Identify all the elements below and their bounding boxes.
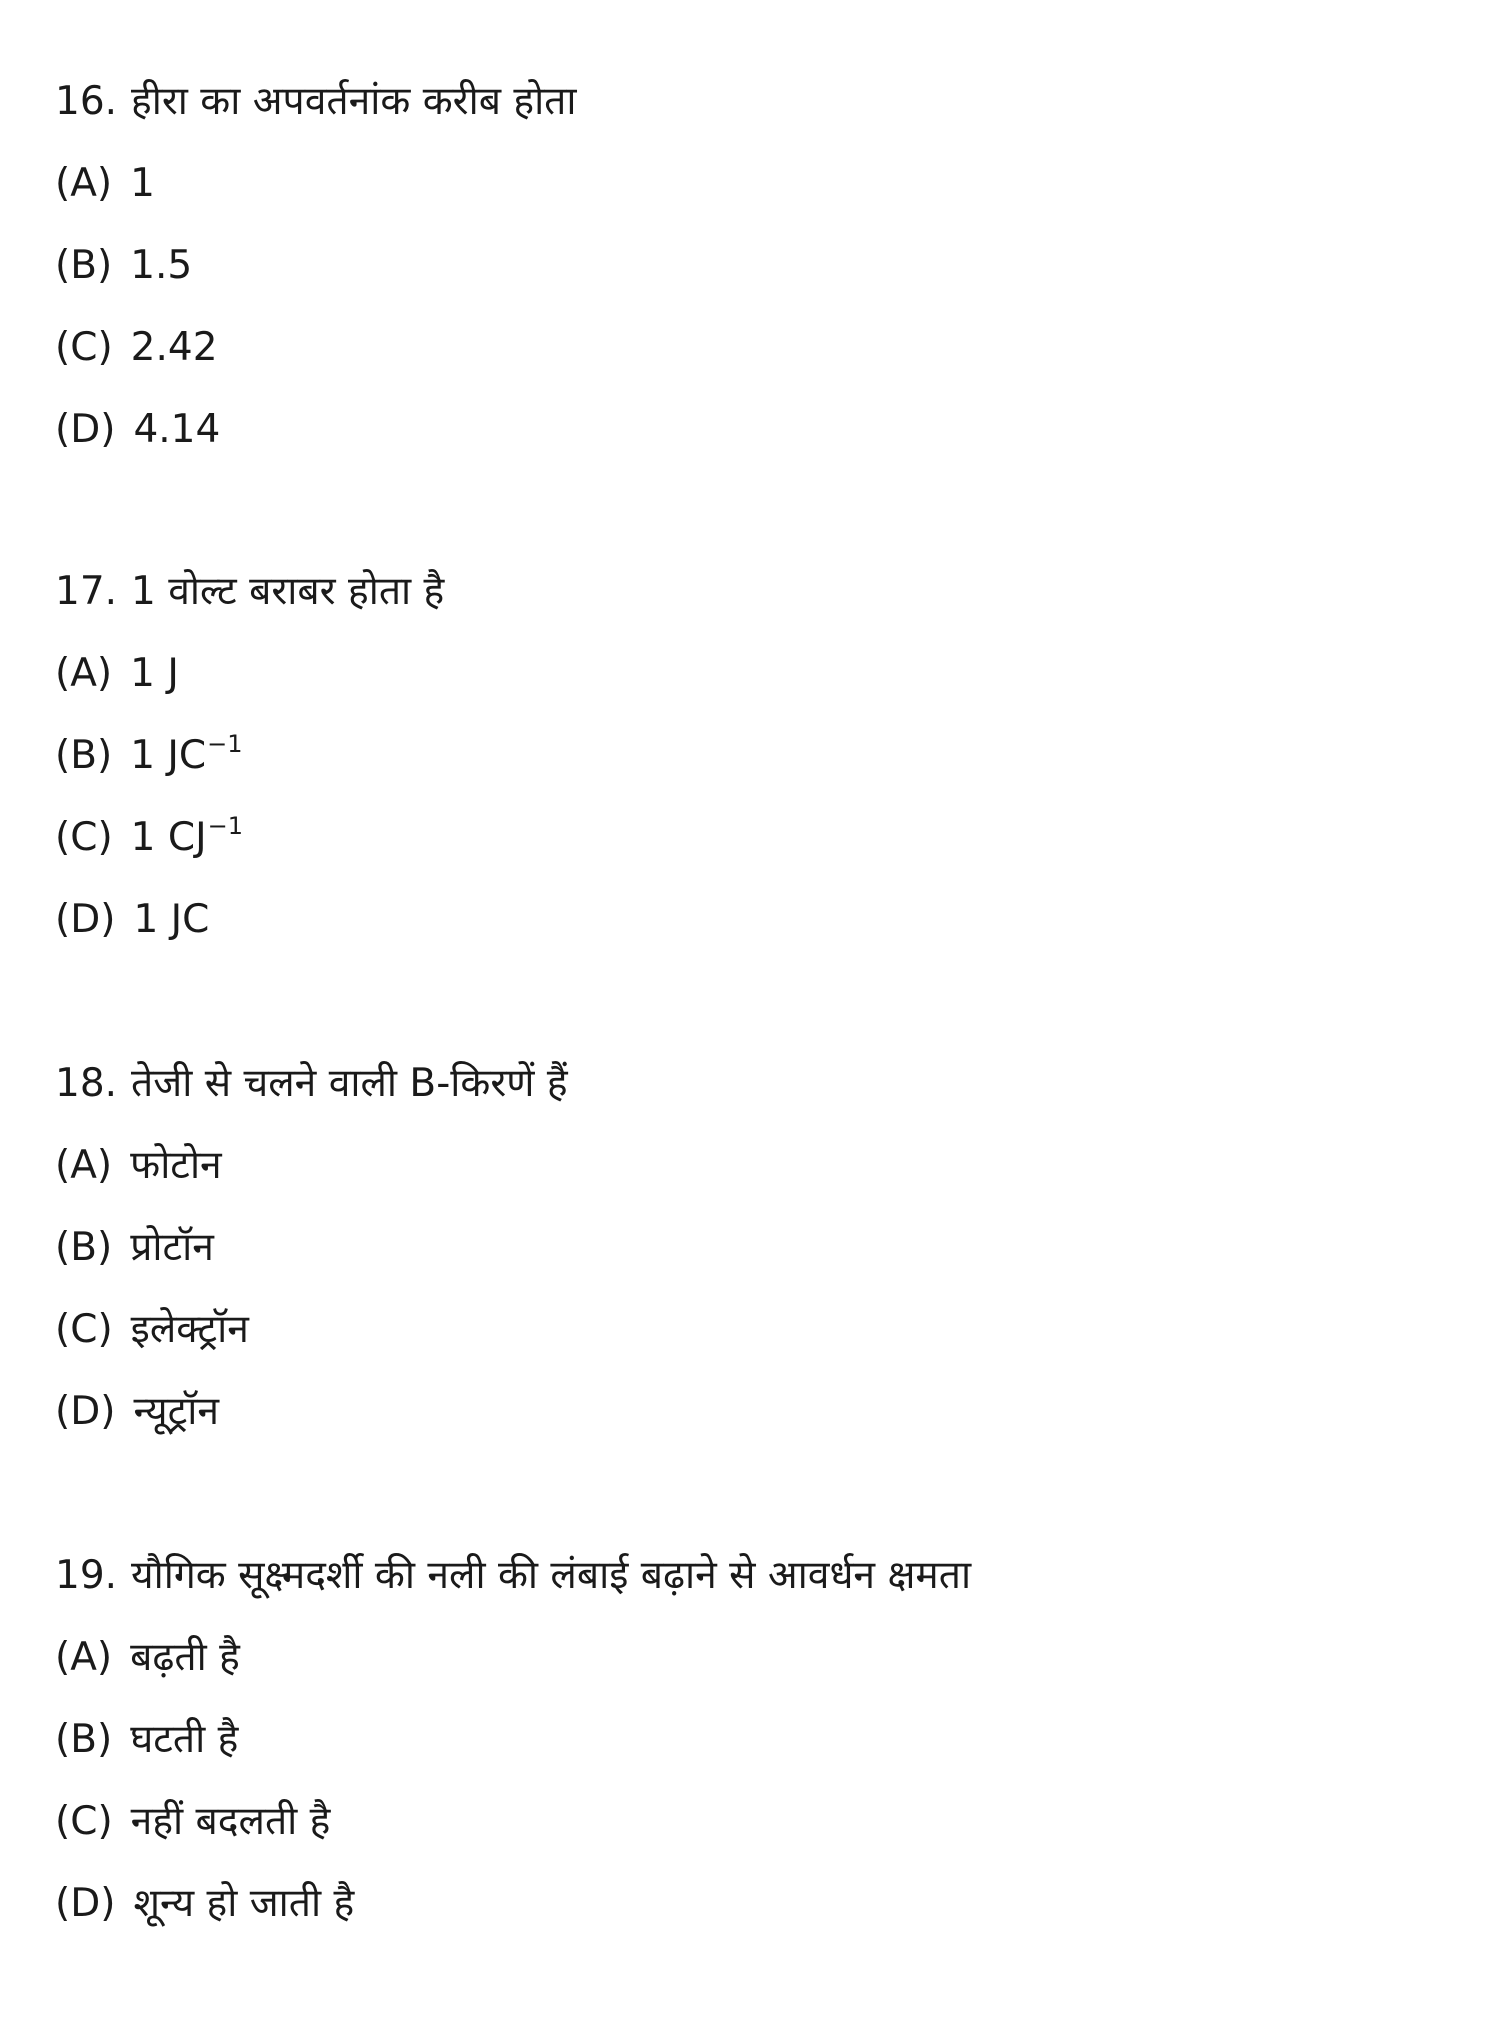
- option-text: इलेक्ट्रॉन: [130, 1307, 249, 1352]
- option-label: (C): [55, 815, 113, 860]
- option-label: (A): [55, 651, 113, 696]
- question-stem: [55, 1546, 1455, 1628]
- question-number: 18.: [55, 1061, 118, 1106]
- option-b[interactable]: [55, 1710, 1455, 1792]
- option-b[interactable]: [55, 236, 1455, 318]
- question-stem: [55, 1054, 1455, 1136]
- option-d[interactable]: [55, 890, 1455, 972]
- question-17: [55, 562, 1455, 972]
- option-text: 2.42: [130, 325, 218, 370]
- option-label: (D): [55, 897, 116, 942]
- option-label: (B): [55, 1717, 113, 1762]
- option-label: (D): [55, 1389, 116, 1434]
- option-text: शून्य हो जाती है: [133, 1881, 355, 1926]
- question-text: यौगिक सूक्ष्मदर्शी की नली की लंबाई बढ़ाने से आवर्धन क्षमता: [131, 1553, 972, 1598]
- option-a[interactable]: [55, 1628, 1455, 1710]
- option-c[interactable]: [55, 1300, 1455, 1382]
- option-a[interactable]: [55, 644, 1455, 726]
- option-label: (C): [55, 1799, 113, 1844]
- option-label: (D): [55, 1881, 116, 1926]
- option-superscript: −1: [207, 730, 243, 758]
- option-b[interactable]: [55, 726, 1455, 808]
- option-label: (A): [55, 161, 113, 206]
- option-superscript: −1: [207, 812, 244, 840]
- question-text: 1 वोल्ट बराबर होता है: [131, 569, 445, 614]
- question-stem: [55, 72, 1455, 154]
- option-d[interactable]: [55, 1874, 1455, 1956]
- question-19: [55, 1546, 1455, 1956]
- question-16: [55, 72, 1455, 482]
- option-c[interactable]: [55, 318, 1455, 400]
- option-label: (C): [55, 325, 113, 370]
- question-18: [55, 1054, 1455, 1464]
- option-text: 1 J: [130, 651, 179, 696]
- option-label: (C): [55, 1307, 113, 1352]
- option-text: प्रोटॉन: [130, 1225, 214, 1270]
- option-label: (A): [55, 1635, 113, 1680]
- option-text: 1 CJ: [130, 815, 207, 860]
- option-label: (B): [55, 1225, 113, 1270]
- option-a[interactable]: [55, 154, 1455, 236]
- option-text: न्यूट्रॉन: [133, 1389, 219, 1434]
- question-number: 17.: [55, 569, 118, 614]
- option-b[interactable]: [55, 1218, 1455, 1300]
- option-text: 1 JC: [133, 897, 210, 942]
- option-text: बढ़ती है: [130, 1635, 240, 1680]
- option-a[interactable]: [55, 1136, 1455, 1218]
- option-text: 4.14: [133, 407, 221, 452]
- option-d[interactable]: [55, 1382, 1455, 1464]
- option-text: 1.5: [130, 243, 193, 288]
- option-c[interactable]: [55, 1792, 1455, 1874]
- question-number: 19.: [55, 1553, 118, 1598]
- question-number: 16.: [55, 79, 118, 124]
- option-label: (D): [55, 407, 116, 452]
- option-text: 1 JC: [130, 733, 207, 778]
- question-text: हीरा का अपवर्तनांक करीब होता: [131, 79, 577, 124]
- option-label: (B): [55, 733, 113, 778]
- option-text: फोटोन: [130, 1143, 222, 1188]
- option-text: 1: [130, 161, 155, 206]
- option-d[interactable]: [55, 400, 1455, 482]
- question-text: तेजी से चलने वाली B-किरणें हैं: [131, 1061, 568, 1106]
- option-label: (B): [55, 243, 113, 288]
- option-label: (A): [55, 1143, 113, 1188]
- option-text: घटती है: [130, 1717, 239, 1762]
- question-stem: [55, 562, 1455, 644]
- option-c[interactable]: [55, 808, 1455, 890]
- option-text: नहीं बदलती है: [130, 1799, 331, 1844]
